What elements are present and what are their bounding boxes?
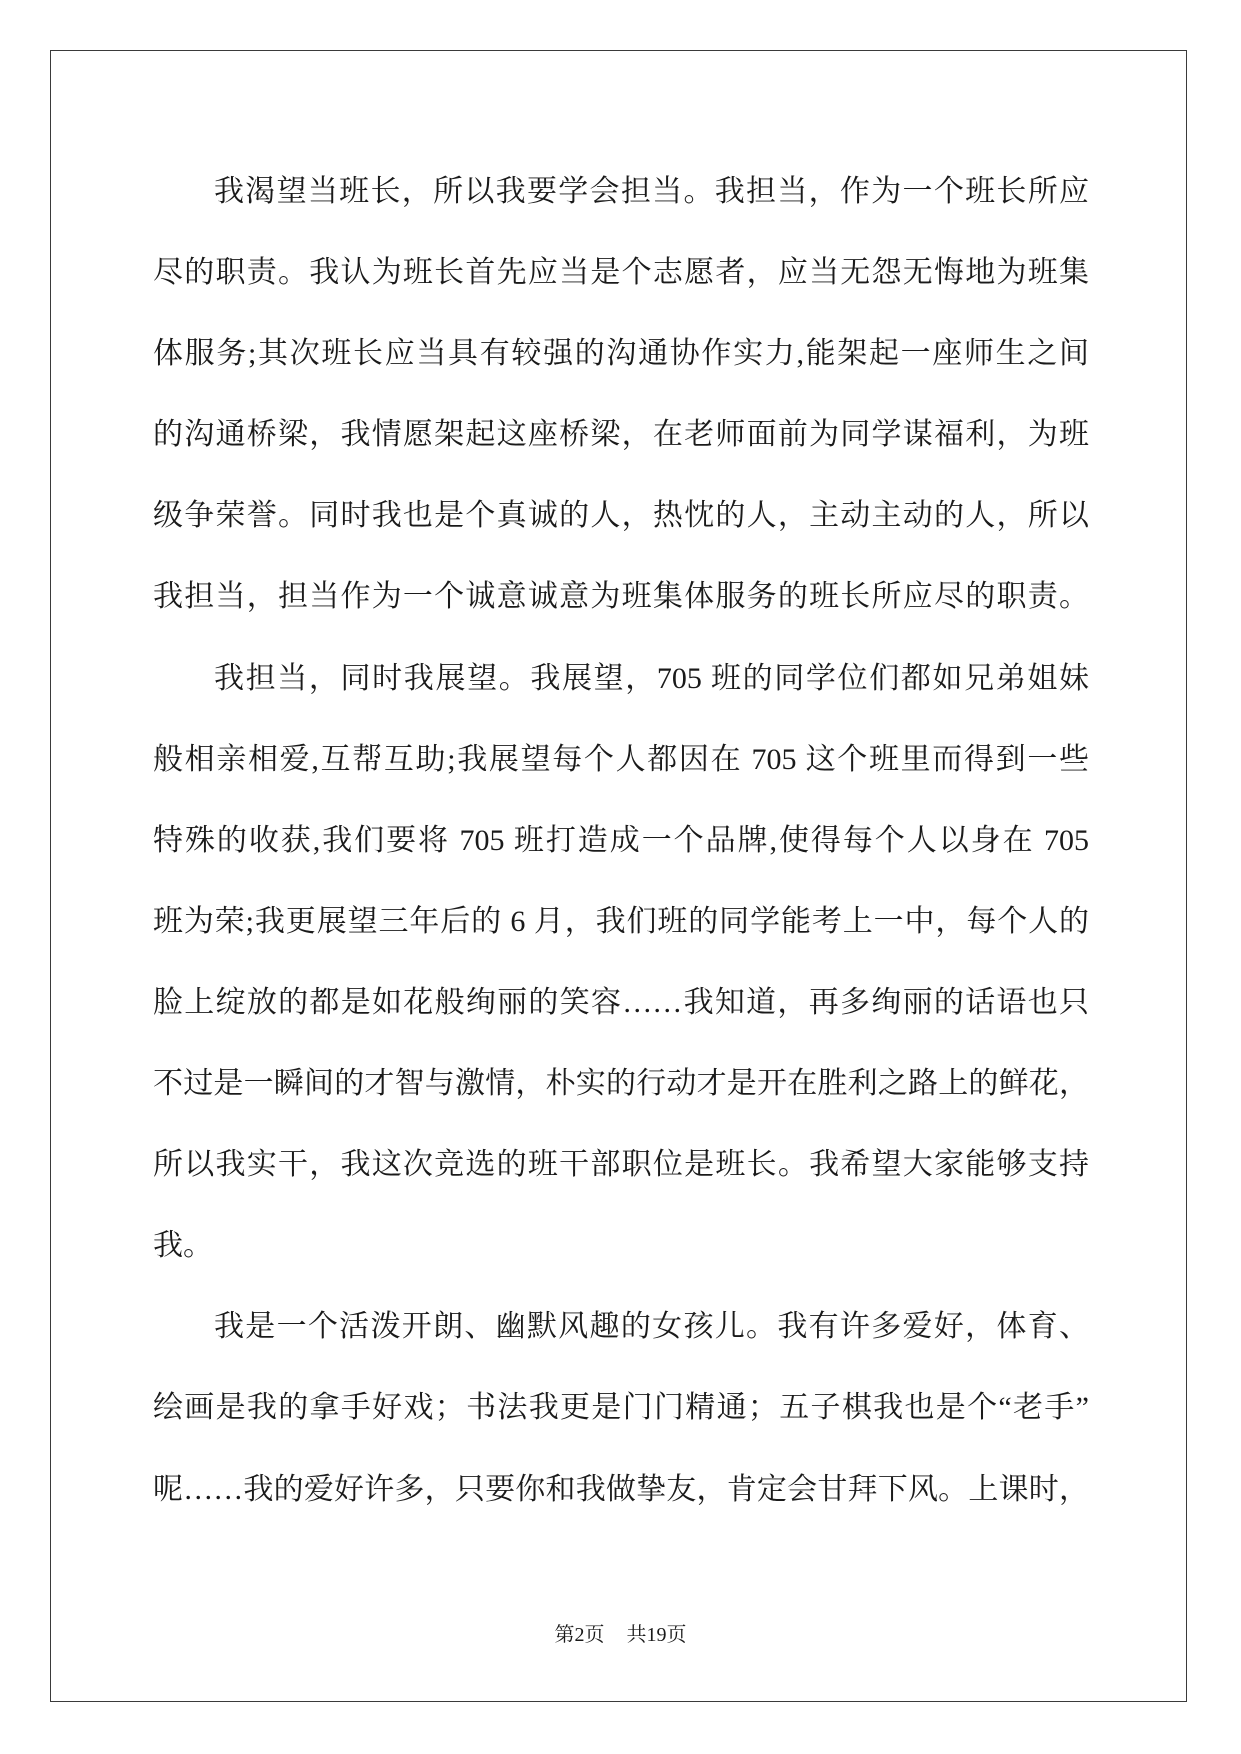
text-line: 体服务;其次班长应当具有较强的沟通协作实力,能架起一座师生之间 [153, 337, 1089, 371]
text-line: 特殊的收获,我们要将 705 班打造成一个品牌,使得每个人以身在 705 [153, 823, 1089, 857]
text-line: 呢……我的爱好许多，只要你和我做挚友，肯定会甘拜下风。上课时， [153, 1472, 1089, 1506]
text-line: 的沟通桥梁，我情愿架起这座桥梁，在老师面前为同学谋福利，为班 [153, 418, 1089, 452]
text-line: 尽的职责。我认为班长首先应当是个志愿者，应当无怨无悔地为班集 [153, 256, 1089, 290]
text-line: 级争荣誉。同时我也是个真诚的人，热忱的人，主动主动的人，所以 [153, 499, 1089, 533]
paragraph-1 [153, 151, 1089, 638]
text-line: 班为荣;我更展望三年后的 6 月，我们班的同学能考上一中，每个人的 [153, 904, 1089, 938]
text-line: 我渴望当班长，所以我要学会担当。我担当，作为一个班长所应 [214, 175, 1089, 208]
current-page-number: 第2页 [554, 1624, 605, 1646]
paragraph-2 [153, 638, 1089, 1287]
page-footer [0, 1621, 1241, 1649]
text-line: 我担当，担当作为一个诚意诚意为班集体服务的班长所应尽的职责。 [153, 580, 1089, 614]
paragraph-3 [153, 1286, 1089, 1529]
text-line: 绘画是我的拿手好戏；书法我更是门门精通；五子棋我也是个“老手” [153, 1391, 1089, 1425]
text-line: 脸上绽放的都是如花般绚丽的笑容……我知道，再多绚丽的话语也只 [153, 985, 1089, 1019]
text-line: 所以我实干，我这次竞选的班干部职位是班长。我希望大家能够支持 [153, 1148, 1089, 1182]
text-line: 我是一个活泼开朗、幽默风趣的女孩儿。我有许多爱好，体育、 [214, 1310, 1089, 1344]
text-line: 般相亲相爱,互帮互助;我展望每个人都因在 705 这个班里而得到一些 [153, 742, 1089, 776]
total-page-count: 共19页 [626, 1624, 687, 1646]
text-line: 不过是一瞬间的才智与激情，朴实的行动才是开在胜利之路上的鲜花， [153, 1067, 1089, 1101]
document-body [153, 151, 1089, 1530]
text-line: 我担当，同时我展望。我展望，705 班的同学位们都如兄弟姐妹 [214, 661, 1089, 695]
text-line: 我。 [153, 1229, 213, 1263]
